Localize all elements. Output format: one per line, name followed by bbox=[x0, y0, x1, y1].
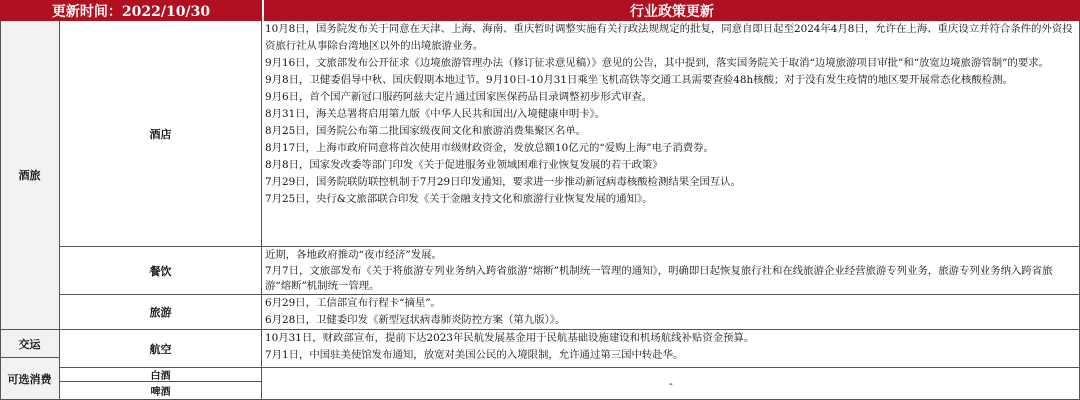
list-item: 6月29日，工信部宣布行程卡“摘星”。 bbox=[265, 297, 441, 309]
list-item: 9月16日，文旅部发布公开征求《边境旅游管理办法（修订征求意见稿）》意见的公告，其中提到，落实国务院关于取消“边境旅游项目审批”和“放宽边境旅游管制”的要求。 bbox=[265, 57, 1049, 69]
subcategory-beer: 啤酒 bbox=[60, 382, 262, 400]
category-travel: 酒旅 bbox=[0, 21, 60, 330]
list-item: 7月25日，央行&文旅部联合印发《关于金融支持文化和旅游行业恢复发展的通知》。 bbox=[265, 193, 653, 205]
policy-title-header: 行业政策更新 bbox=[262, 0, 1080, 21]
list-item: 8月17日，上海市政府同意将首次使用市级财政资金，发放总额10亿元的“爱购上海”电子消费券。 bbox=[265, 142, 714, 154]
list-item: 8月31日，海关总署将启用第九版《中华人民共和国出/入境健康申明卡》。 bbox=[265, 108, 606, 120]
food-policy-list bbox=[262, 247, 1080, 295]
subcategory-aviation: 航空 bbox=[60, 330, 262, 368]
hotel-policy-list bbox=[262, 21, 1080, 247]
list-item: 7月1日，中国驻美使馆发布通知，放宽对美国公民的入境限制，允许通过第三国中转赴华。 bbox=[265, 349, 684, 361]
update-time-header: 更新时间：2022/10/30 bbox=[0, 0, 262, 21]
list-item: 10月8日，国务院发布关于同意在天津、上海、海南、重庆暂时调整实施有关行政法规规定的批复，同意自即日起至2024年4月8日，允许在上海、重庆设立并符合条件的外资投资旅行社从事除台湾地区以外的出境旅游业务。 bbox=[265, 23, 1073, 52]
list-item: 8月25日，国务院公布第二批国家级夜间文化和旅游消费集聚区名单。 bbox=[265, 125, 587, 137]
list-item: 9月8日，卫健委倡导中秋、国庆假期本地过节。9月10日-10月31日乘坐飞机高铁等交通工具需要查验48h核酸；对于没有发生疫情的地区要开展常态化核酸检测。 bbox=[265, 74, 1013, 86]
subcategory-food: 餐饮 bbox=[60, 247, 262, 295]
category-consumer: 可选消费 bbox=[0, 358, 60, 400]
aviation-policy-list bbox=[262, 330, 1080, 368]
consumer-policy-value: - bbox=[262, 368, 1080, 400]
list-item: 10月31日，财政部宣布，提前下达2023年民航发展基金用于民航基础设施建设和机场航线补贴资金预算。 bbox=[265, 332, 755, 344]
list-item: 8月8日，国家发改委等部门印发《关于促进服务业领域困难行业恢复发展的若干政策》 bbox=[265, 159, 663, 171]
subcategory-liquor: 白酒 bbox=[60, 368, 262, 382]
subcategory-hotel: 酒店 bbox=[60, 21, 262, 247]
list-item: 6月28日，卫健委印发《新型冠状病毒肺炎防控方案（第九版）》。 bbox=[265, 314, 566, 326]
list-item: 近期，各地政府推动“夜市经济”发展。 bbox=[265, 249, 442, 261]
subcategory-tourism: 旅游 bbox=[60, 295, 262, 330]
list-item: 7月29日，国务院联防联控机制于7月29日印发通知，要求进一步推动新冠病毒核酸检测结果全国互认。 bbox=[265, 176, 742, 188]
category-transport: 交运 bbox=[0, 330, 60, 358]
tourism-policy-list bbox=[262, 295, 1080, 330]
list-item: 9月6日，首个国产新冠口服药阿兹夫定片通过国家医保药品目录调整初步形式审查。 bbox=[265, 91, 653, 103]
list-item: 7月7日，文旅部发布《关于将旅游专列业务纳入跨省旅游“熔断”机制统一管理的通知》，明确即日起恢复旅行社和在线旅游企业经营旅游专列业务，旅游专列业务纳入跨省旅游“熔断”机制统一管理。 bbox=[265, 265, 1053, 292]
